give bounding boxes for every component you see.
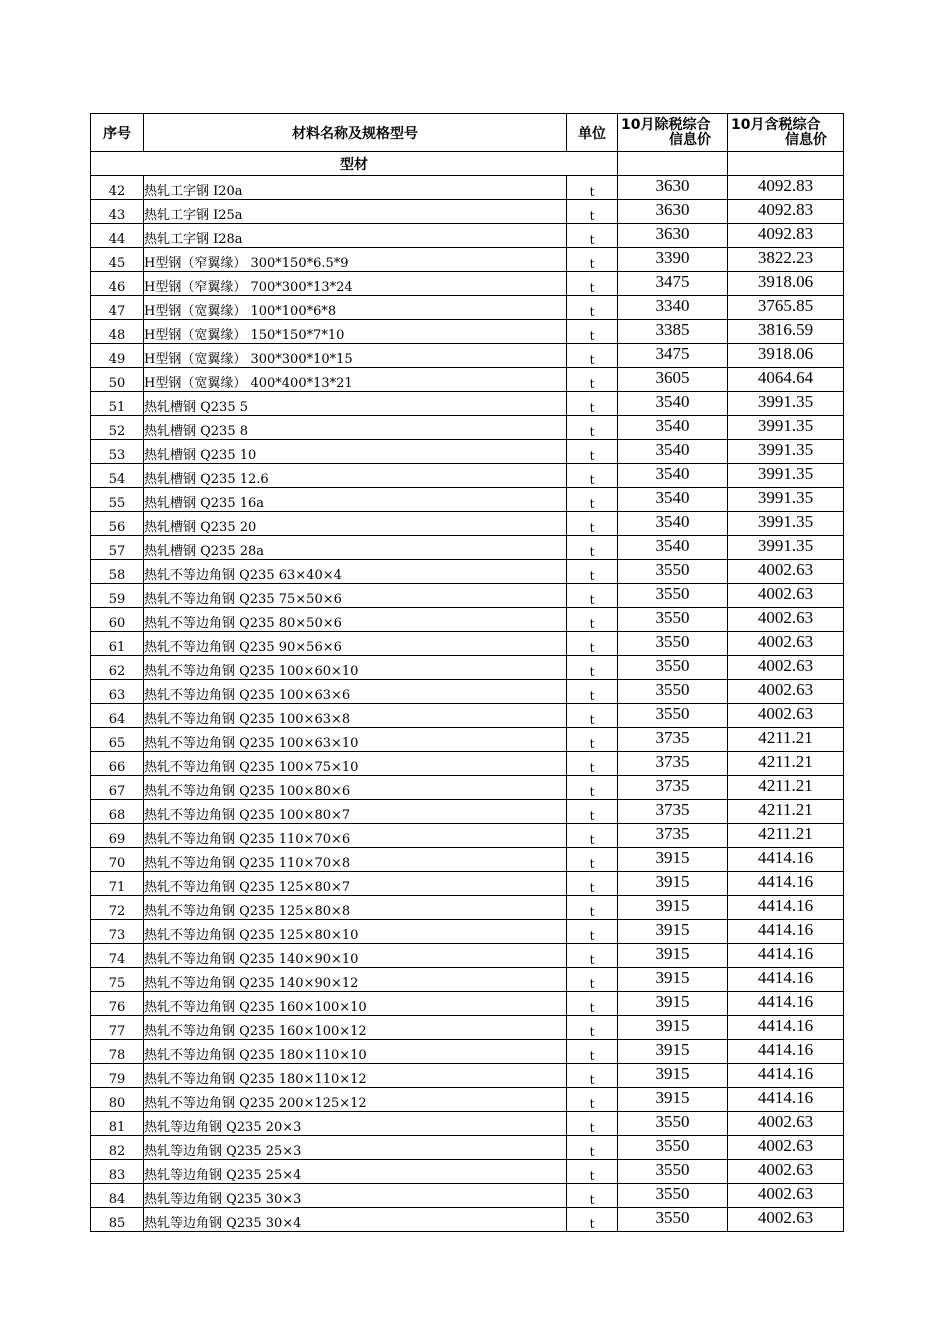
cell-name: 热轧等边角钢 Q235 20×3 (144, 1112, 567, 1136)
cell-price-inc-tax: 3991.35 (728, 416, 844, 440)
cell-no: 72 (91, 896, 144, 920)
cell-price-ex-tax: 3550 (618, 656, 728, 680)
cell-unit: t (567, 680, 618, 704)
cell-unit: t (567, 584, 618, 608)
cell-price-ex-tax: 3550 (618, 608, 728, 632)
cell-name: 热轧不等边角钢 Q235 110×70×8 (144, 848, 567, 872)
cell-unit: t (567, 1088, 618, 1112)
table-row (91, 1184, 844, 1208)
cell-name: 热轧等边角钢 Q235 30×4 (144, 1208, 567, 1232)
cell-unit: t (567, 440, 618, 464)
cell-no: 56 (91, 512, 144, 536)
table-row (91, 1088, 844, 1112)
cell-name: 热轧不等边角钢 Q235 125×80×10 (144, 920, 567, 944)
cell-unit: t (567, 1016, 618, 1040)
cell-price-ex-tax: 3340 (618, 296, 728, 320)
cell-price-ex-tax: 3550 (618, 1112, 728, 1136)
table-row (91, 920, 844, 944)
cell-no: 57 (91, 536, 144, 560)
cell-no: 69 (91, 824, 144, 848)
cell-name: 热轧不等边角钢 Q235 75×50×6 (144, 584, 567, 608)
cell-unit: t (567, 824, 618, 848)
cell-unit: t (567, 896, 618, 920)
header-unit: 单位 (567, 114, 618, 152)
header-price-ex-tax (618, 114, 728, 152)
table-row (91, 200, 844, 224)
cell-price-inc-tax: 4092.83 (728, 224, 844, 248)
cell-no: 58 (91, 560, 144, 584)
cell-unit: t (567, 464, 618, 488)
cell-price-ex-tax: 3915 (618, 1064, 728, 1088)
cell-price-inc-tax: 3918.06 (728, 272, 844, 296)
cell-name: 热轧不等边角钢 Q235 90×56×6 (144, 632, 567, 656)
cell-no: 64 (91, 704, 144, 728)
cell-unit: t (567, 632, 618, 656)
cell-price-inc-tax: 4414.16 (728, 968, 844, 992)
cell-name: H型钢（窄翼缘） 700*300*13*24 (144, 272, 567, 296)
cell-no: 70 (91, 848, 144, 872)
cell-no: 54 (91, 464, 144, 488)
cell-name: 热轧工字钢 I20a (144, 176, 567, 200)
cell-name: 热轧不等边角钢 Q235 125×80×7 (144, 872, 567, 896)
table-row (91, 560, 844, 584)
table-row (91, 1136, 844, 1160)
cell-name: 热轧不等边角钢 Q235 180×110×12 (144, 1064, 567, 1088)
header-name: 材料名称及规格型号 (144, 114, 567, 152)
cell-name: 热轧等边角钢 Q235 30×3 (144, 1184, 567, 1208)
table-row (91, 464, 844, 488)
cell-price-ex-tax: 3735 (618, 752, 728, 776)
cell-price-inc-tax: 4002.63 (728, 656, 844, 680)
cell-unit: t (567, 776, 618, 800)
cell-price-ex-tax: 3915 (618, 896, 728, 920)
cell-no: 74 (91, 944, 144, 968)
cell-name: 热轧槽钢 Q235 20 (144, 512, 567, 536)
cell-price-ex-tax: 3550 (618, 560, 728, 584)
cell-no: 63 (91, 680, 144, 704)
cell-unit: t (567, 728, 618, 752)
cell-price-inc-tax: 4414.16 (728, 1088, 844, 1112)
cell-no: 84 (91, 1184, 144, 1208)
cell-no: 81 (91, 1112, 144, 1136)
cell-unit: t (567, 488, 618, 512)
cell-price-ex-tax: 3475 (618, 272, 728, 296)
table-row (91, 344, 844, 368)
table-row (91, 752, 844, 776)
cell-price-inc-tax: 4414.16 (728, 1016, 844, 1040)
cell-no: 78 (91, 1040, 144, 1064)
cell-price-inc-tax: 4002.63 (728, 680, 844, 704)
cell-name: 热轧槽钢 Q235 10 (144, 440, 567, 464)
cell-name: 热轧不等边角钢 Q235 100×80×7 (144, 800, 567, 824)
cell-name: 热轧等边角钢 Q235 25×4 (144, 1160, 567, 1184)
cell-unit: t (567, 344, 618, 368)
cell-unit: t (567, 392, 618, 416)
table-row (91, 440, 844, 464)
cell-name: H型钢（宽翼缘） 100*100*6*8 (144, 296, 567, 320)
cell-name: 热轧工字钢 I25a (144, 200, 567, 224)
table-row (91, 392, 844, 416)
cell-price-inc-tax: 4002.63 (728, 704, 844, 728)
cell-price-inc-tax: 4414.16 (728, 944, 844, 968)
table-row (91, 248, 844, 272)
table-row (91, 896, 844, 920)
cell-no: 65 (91, 728, 144, 752)
cell-price-ex-tax: 3915 (618, 1016, 728, 1040)
cell-no: 47 (91, 296, 144, 320)
cell-unit: t (567, 1208, 618, 1232)
table-row (91, 704, 844, 728)
table-row (91, 512, 844, 536)
table-row (91, 824, 844, 848)
cell-unit: t (567, 536, 618, 560)
cell-price-ex-tax: 3915 (618, 968, 728, 992)
table-row (91, 272, 844, 296)
cell-no: 48 (91, 320, 144, 344)
cell-name: 热轧不等边角钢 Q235 80×50×6 (144, 608, 567, 632)
header-no: 序号 (91, 114, 144, 152)
cell-price-inc-tax: 4414.16 (728, 1064, 844, 1088)
cell-no: 68 (91, 800, 144, 824)
cell-unit: t (567, 1136, 618, 1160)
cell-price-ex-tax: 3735 (618, 728, 728, 752)
cell-unit: t (567, 1112, 618, 1136)
cell-no: 53 (91, 440, 144, 464)
cell-no: 77 (91, 1016, 144, 1040)
cell-price-ex-tax: 3540 (618, 536, 728, 560)
cell-name: 热轧不等边角钢 Q235 160×100×10 (144, 992, 567, 1016)
cell-price-inc-tax: 4002.63 (728, 1112, 844, 1136)
cell-price-inc-tax: 4002.63 (728, 560, 844, 584)
cell-no: 80 (91, 1088, 144, 1112)
cell-price-inc-tax: 4414.16 (728, 872, 844, 896)
cell-price-ex-tax: 3540 (618, 416, 728, 440)
cell-price-ex-tax: 3540 (618, 392, 728, 416)
table-row (91, 584, 844, 608)
cell-price-inc-tax: 4211.21 (728, 728, 844, 752)
cell-price-ex-tax: 3915 (618, 992, 728, 1016)
cell-unit: t (567, 512, 618, 536)
cell-price-inc-tax: 3991.35 (728, 512, 844, 536)
cell-price-inc-tax: 4002.63 (728, 608, 844, 632)
cell-price-inc-tax: 4002.63 (728, 632, 844, 656)
cell-price-ex-tax: 3915 (618, 944, 728, 968)
cell-name: 热轧不等边角钢 Q235 160×100×12 (144, 1016, 567, 1040)
cell-unit: t (567, 296, 618, 320)
cell-price-ex-tax: 3390 (618, 248, 728, 272)
table-row (91, 776, 844, 800)
cell-unit: t (567, 368, 618, 392)
cell-price-inc-tax: 4092.83 (728, 176, 844, 200)
cell-name: 热轧不等边角钢 Q235 140×90×10 (144, 944, 567, 968)
cell-unit: t (567, 224, 618, 248)
category-empty-cell (618, 152, 728, 176)
cell-price-ex-tax: 3735 (618, 776, 728, 800)
cell-no: 66 (91, 752, 144, 776)
cell-unit: t (567, 200, 618, 224)
table-row (91, 368, 844, 392)
category-row (91, 152, 844, 176)
cell-no: 83 (91, 1160, 144, 1184)
table-row (91, 992, 844, 1016)
cell-price-inc-tax: 4002.63 (728, 584, 844, 608)
table-row (91, 416, 844, 440)
cell-price-inc-tax: 3918.06 (728, 344, 844, 368)
cell-no: 43 (91, 200, 144, 224)
cell-price-inc-tax: 4002.63 (728, 1136, 844, 1160)
table-row (91, 1016, 844, 1040)
cell-price-inc-tax: 4414.16 (728, 848, 844, 872)
table-row (91, 656, 844, 680)
cell-name: 热轧不等边角钢 Q235 100×63×8 (144, 704, 567, 728)
table-row (91, 176, 844, 200)
cell-price-ex-tax: 3915 (618, 848, 728, 872)
cell-price-inc-tax: 4211.21 (728, 800, 844, 824)
cell-unit: t (567, 248, 618, 272)
cell-price-ex-tax: 3550 (618, 1208, 728, 1232)
table-row (91, 872, 844, 896)
cell-unit: t (567, 920, 618, 944)
cell-name: 热轧不等边角钢 Q235 200×125×12 (144, 1088, 567, 1112)
cell-name: 热轧不等边角钢 Q235 100×80×6 (144, 776, 567, 800)
cell-price-ex-tax: 3915 (618, 1088, 728, 1112)
cell-price-ex-tax: 3630 (618, 200, 728, 224)
cell-no: 52 (91, 416, 144, 440)
table-row (91, 800, 844, 824)
cell-no: 51 (91, 392, 144, 416)
cell-no: 67 (91, 776, 144, 800)
table-row (91, 1160, 844, 1184)
cell-price-ex-tax: 3605 (618, 368, 728, 392)
cell-no: 62 (91, 656, 144, 680)
cell-price-ex-tax: 3735 (618, 800, 728, 824)
cell-name: 热轧不等边角钢 Q235 110×70×6 (144, 824, 567, 848)
cell-name: 热轧等边角钢 Q235 25×3 (144, 1136, 567, 1160)
cell-price-inc-tax: 3765.85 (728, 296, 844, 320)
cell-price-ex-tax: 3385 (618, 320, 728, 344)
cell-unit: t (567, 320, 618, 344)
cell-price-inc-tax: 3991.35 (728, 536, 844, 560)
cell-no: 50 (91, 368, 144, 392)
cell-no: 46 (91, 272, 144, 296)
cell-no: 42 (91, 176, 144, 200)
cell-name: 热轧不等边角钢 Q235 125×80×8 (144, 896, 567, 920)
cell-price-inc-tax: 4414.16 (728, 920, 844, 944)
cell-price-ex-tax: 3540 (618, 488, 728, 512)
cell-unit: t (567, 1184, 618, 1208)
table-row (91, 944, 844, 968)
cell-price-inc-tax: 3991.35 (728, 392, 844, 416)
cell-price-ex-tax: 3735 (618, 824, 728, 848)
cell-unit: t (567, 704, 618, 728)
table-body (91, 152, 844, 1232)
cell-unit: t (567, 872, 618, 896)
table-row (91, 1064, 844, 1088)
cell-price-ex-tax: 3915 (618, 1040, 728, 1064)
cell-price-inc-tax: 4064.64 (728, 368, 844, 392)
cell-price-ex-tax: 3550 (618, 680, 728, 704)
table-row (91, 680, 844, 704)
table-row (91, 320, 844, 344)
cell-price-inc-tax: 4211.21 (728, 824, 844, 848)
cell-name: 热轧槽钢 Q235 8 (144, 416, 567, 440)
cell-name: H型钢（宽翼缘） 150*150*7*10 (144, 320, 567, 344)
cell-name: 热轧不等边角钢 Q235 100×60×10 (144, 656, 567, 680)
cell-unit: t (567, 944, 618, 968)
cell-no: 49 (91, 344, 144, 368)
cell-price-inc-tax: 4414.16 (728, 1040, 844, 1064)
cell-price-inc-tax: 3816.59 (728, 320, 844, 344)
cell-price-inc-tax: 4092.83 (728, 200, 844, 224)
table-row (91, 536, 844, 560)
cell-price-inc-tax: 4002.63 (728, 1208, 844, 1232)
cell-unit: t (567, 800, 618, 824)
cell-unit: t (567, 560, 618, 584)
header-price-inc-tax (728, 114, 844, 152)
price-table (90, 113, 844, 1232)
cell-price-ex-tax: 3550 (618, 1160, 728, 1184)
cell-price-ex-tax: 3630 (618, 224, 728, 248)
cell-unit: t (567, 992, 618, 1016)
cell-name: 热轧不等边角钢 Q235 63×40×4 (144, 560, 567, 584)
cell-price-ex-tax: 3915 (618, 872, 728, 896)
cell-unit: t (567, 1064, 618, 1088)
cell-price-inc-tax: 3991.35 (728, 440, 844, 464)
cell-no: 71 (91, 872, 144, 896)
header-price-ex-tax-line1: 10月除税综合 (621, 116, 711, 133)
cell-price-inc-tax: 4211.21 (728, 752, 844, 776)
cell-price-ex-tax: 3550 (618, 584, 728, 608)
cell-no: 82 (91, 1136, 144, 1160)
cell-price-ex-tax: 3550 (618, 1136, 728, 1160)
cell-price-ex-tax: 3540 (618, 440, 728, 464)
table-row (91, 848, 844, 872)
cell-price-inc-tax: 3822.23 (728, 248, 844, 272)
cell-name: 热轧不等边角钢 Q235 100×75×10 (144, 752, 567, 776)
cell-no: 61 (91, 632, 144, 656)
cell-unit: t (567, 1160, 618, 1184)
cell-unit: t (567, 272, 618, 296)
table-row (91, 1040, 844, 1064)
cell-price-ex-tax: 3630 (618, 176, 728, 200)
cell-price-inc-tax: 4414.16 (728, 992, 844, 1016)
cell-price-ex-tax: 3550 (618, 632, 728, 656)
cell-no: 59 (91, 584, 144, 608)
category-label: 型材 (91, 152, 618, 176)
header-row (91, 114, 844, 152)
cell-price-inc-tax: 3991.35 (728, 488, 844, 512)
cell-unit: t (567, 608, 618, 632)
cell-no: 76 (91, 992, 144, 1016)
cell-price-ex-tax: 3550 (618, 1184, 728, 1208)
header-price-inc-tax-line1: 10月含税综合 (731, 116, 821, 133)
cell-no: 60 (91, 608, 144, 632)
cell-name: H型钢（宽翼缘） 400*400*13*21 (144, 368, 567, 392)
table-row (91, 488, 844, 512)
header-price-ex-tax-line2: 信息价 (669, 131, 711, 148)
cell-name: H型钢（窄翼缘） 300*150*6.5*9 (144, 248, 567, 272)
cell-price-inc-tax: 4211.21 (728, 776, 844, 800)
cell-no: 79 (91, 1064, 144, 1088)
table-row (91, 632, 844, 656)
cell-name: 热轧槽钢 Q235 5 (144, 392, 567, 416)
cell-name: 热轧槽钢 Q235 12.6 (144, 464, 567, 488)
cell-no: 75 (91, 968, 144, 992)
table-row (91, 608, 844, 632)
cell-unit: t (567, 656, 618, 680)
cell-price-ex-tax: 3540 (618, 512, 728, 536)
cell-price-ex-tax: 3540 (618, 464, 728, 488)
cell-no: 45 (91, 248, 144, 272)
cell-price-ex-tax: 3475 (618, 344, 728, 368)
cell-name: H型钢（宽翼缘） 300*300*10*15 (144, 344, 567, 368)
cell-name: 热轧不等边角钢 Q235 180×110×10 (144, 1040, 567, 1064)
cell-unit: t (567, 1040, 618, 1064)
cell-price-ex-tax: 3915 (618, 920, 728, 944)
cell-price-ex-tax: 3550 (618, 704, 728, 728)
cell-unit: t (567, 416, 618, 440)
table-row (91, 1208, 844, 1232)
cell-name: 热轧工字钢 I28a (144, 224, 567, 248)
cell-no: 55 (91, 488, 144, 512)
cell-no: 85 (91, 1208, 144, 1232)
cell-name: 热轧不等边角钢 Q235 100×63×10 (144, 728, 567, 752)
category-empty-cell (728, 152, 844, 176)
cell-unit: t (567, 968, 618, 992)
cell-price-inc-tax: 4414.16 (728, 896, 844, 920)
table-row (91, 224, 844, 248)
cell-name: 热轧槽钢 Q235 16a (144, 488, 567, 512)
table-row (91, 968, 844, 992)
cell-name: 热轧不等边角钢 Q235 100×63×6 (144, 680, 567, 704)
cell-unit: t (567, 176, 618, 200)
table-row (91, 728, 844, 752)
cell-price-inc-tax: 3991.35 (728, 464, 844, 488)
cell-no: 73 (91, 920, 144, 944)
cell-name: 热轧不等边角钢 Q235 140×90×12 (144, 968, 567, 992)
cell-price-inc-tax: 4002.63 (728, 1160, 844, 1184)
cell-price-inc-tax: 4002.63 (728, 1184, 844, 1208)
cell-name: 热轧槽钢 Q235 28a (144, 536, 567, 560)
table-row (91, 296, 844, 320)
cell-unit: t (567, 752, 618, 776)
header-price-inc-tax-line2: 信息价 (785, 131, 827, 148)
cell-unit: t (567, 848, 618, 872)
cell-no: 44 (91, 224, 144, 248)
table-row (91, 1112, 844, 1136)
